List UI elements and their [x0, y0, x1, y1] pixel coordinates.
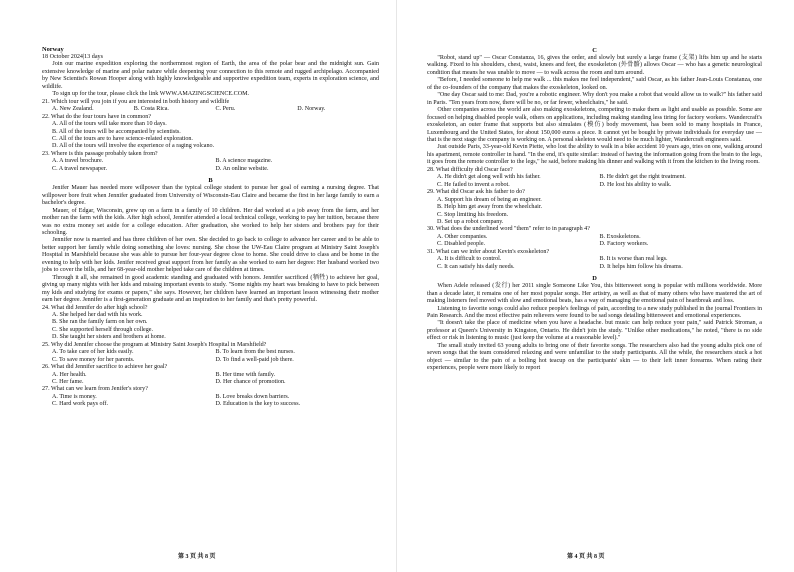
option: B. A science magazine. — [215, 158, 273, 165]
passage-d-paragraph: Listening to favorite songs could also reduce people's feelings of pain, according to a new study published in the journal Frontiers in Pain Research. And the most effective pain relievers were found to be sad songs detailing bittersweet and emotional experiences. — [427, 305, 762, 319]
question-27-options — [42, 394, 379, 409]
option: C. He failed to invent a robot. — [437, 181, 510, 188]
option: D. Norway. — [297, 106, 326, 113]
option: B. She ran the family farm on her own. — [52, 319, 148, 326]
passage-c-paragraph: "One day Oscar said to me: Dad, you're a robotic engineer. Why don't you make a robot that would allow us to walk?" his father said in Paris. "Ten years from now, there will be no, or far fewer, wheelchairs," he said. — [427, 92, 762, 106]
question-24-stem: 24. What did Jennifer do after high school? — [42, 304, 148, 311]
passage-c-paragraph: "Robot, stand up" — Oscar Constanza, 16, gives the order, and slowly but surely a large frame (支架) lifts him up and he starts walking. Fixed to his shoulders, chest, waist, knees and feet, the exoskeleton (外骨骼) allows Oscar — who has a genetic neurological condition that means he was unable to move — to walk across the room and turn around. — [427, 55, 762, 76]
passage-a-title: Norway — [42, 46, 64, 53]
question-31-options — [427, 256, 762, 271]
option: C. It can satisfy his daily needs. — [437, 263, 515, 270]
option: A. Other companies. — [437, 233, 488, 240]
question-27-stem: 27. What can we learn from Jenifer's story? — [42, 386, 148, 393]
option: B. Her time with family. — [215, 371, 276, 378]
question-23-options — [42, 158, 379, 173]
option: A. New Zealand. — [52, 106, 94, 113]
option: B. Costa Rica. — [133, 106, 169, 113]
question-29-stem: 29. What did Oscar ask his father to do? — [427, 189, 525, 196]
page-number-right: 第 4 页 共 8 页 — [567, 554, 605, 560]
option: B. Exoskeletons. — [599, 233, 641, 240]
passage-c-paragraph: "Before, I needed someone to help me walk ... this makes me feel independent," said Oscar, as his father Jean-Louis Constanza, one of the co-founders of the company that makes the exoskeleton, looked on. — [427, 77, 762, 91]
passage-b-paragraph: Jenifer Mauer has needed more willpower than the typical college student to pursue her goal of earning a nursing degree. That willpower bore fruit when Jennifer graduated from University of Wisconsin-Eau Claire and became the first in her large family to earn a bachelor's degree. — [42, 185, 379, 207]
passage-d-paragraph: "It doesn't take the place of medicine when you have a headache. but music can help reduce your pain," said Patrick Stroman, a professor at Queen's University in Kingston, Ontario. He didn't join the study. "Unlike other medications," he noted, "there is no side effect or risk in listening to music (just keep the volume at a reasonable level)." — [427, 320, 762, 342]
passage-a-paragraph: To sign up for the tour, please click the link WWW.AMAZINGSCIENCE.COM. — [52, 91, 250, 98]
question-26-options — [42, 372, 379, 387]
question-30-options — [427, 234, 762, 249]
passage-b-paragraph: Through it all, she remained in good academic standing and graduated with honors. Jennifer sacrificed (牺牲) to achieve her goal, giving up many nights with her kids and missing important events to study. "Some nights my heart was breaking to have to pick between my kids and studying for exams or papers," she says. However, her children have learned an important lesson witnessing their mother earn her degree. Jennifer is a first-generation graduate and an inspiration to her family and that's pretty powerful. — [42, 274, 379, 304]
question-31-stem: 31. What can we infer about Kevin's exoskeleton? — [427, 248, 550, 255]
question-25-stem: 25. Why did Jennifer choose the program at Ministry Saint Joseph's Hospital in Marshfield? — [42, 341, 267, 348]
passage-a-date: 18 October 2024|13 days — [42, 54, 103, 60]
option: A. Support his dream of being an engineer. — [437, 196, 542, 203]
option: D. To find a well-paid job there. — [215, 356, 294, 363]
option: C. She supported herself through college. — [52, 326, 154, 333]
option: C. Disabled people. — [437, 241, 486, 248]
option: A. He didn't get along well with his father. — [437, 174, 541, 181]
option: C. Her fame. — [52, 379, 84, 386]
option: D. She taught her sisters and brothers at home. — [52, 334, 166, 341]
option: A. Time is money. — [52, 393, 97, 400]
right-page — [397, 0, 794, 572]
option: C. Hard work pays off. — [52, 401, 109, 408]
question-25-options — [42, 349, 379, 364]
passage-b-paragraph: Jennifer now is married and has three children of her own. She decided to go back to college to advance her career and to be able to better support her family while doing something she loves: nursing. She chose the UW-Eau Claire program at Ministry Saint Joseph's Hospital in Marshfield because she was able to pursue her four-year degree close to home. She could drive to class and be home in the evening to help with her kids. Jenifer received great support from her family as she worked to earn her degree: Her husband worked two jobs to cover the bills, and her 68-year-old mother helped take care of the children at times. — [42, 237, 379, 274]
option: B. It is worse than real legs. — [599, 256, 668, 263]
question-23-stem: 23. Where is this passage probably taken from? — [42, 150, 158, 157]
question-28-options — [427, 174, 762, 189]
option: D. Factory workers. — [599, 241, 649, 248]
passage-d-paragraph: The small study invited 63 young adults to bring one of their favorite songs. The researchers also had the young adults pick one of seven songs that the team considered relaxing and were unfamiliar to the study participants. All the while, the researchers stuck a hot object — similar to the pain of a boiling hot teacup on the participants' skin — to their left inner forearms. When rating their experiences, people were more likely to report — [427, 342, 762, 372]
question-28-stem: 28. What difficulty did Oscar face? — [427, 166, 513, 173]
option: C. Stop limiting his freedom. — [437, 211, 509, 218]
option: A. A travel brochure. — [52, 158, 104, 165]
option: A. She helped her dad with his work. — [52, 311, 143, 318]
option: D. Education is the key to success. — [215, 401, 301, 408]
option: B. To learn from the best nurses. — [215, 349, 295, 356]
option: A. Her health. — [52, 371, 87, 378]
option: C. To save money for her parents. — [52, 356, 135, 363]
option: A. It is difficult to control. — [437, 256, 502, 263]
option: D. All of the tours will involve the experience of a raging volcano. — [52, 143, 215, 150]
question-22-stem: 22. What do the four tours have in common? — [42, 113, 152, 120]
question-21-options — [42, 106, 379, 113]
section-d-heading: D — [592, 275, 597, 283]
option: D. It helps him follow his dreams. — [599, 263, 683, 270]
option: D. He lost his ability to walk. — [599, 181, 672, 188]
option: A. All of the tours will take more than 10 days. — [52, 121, 167, 128]
passage-a-paragraph: Join our marine expedition exploring the northernmost region of Earth, the area of the polar bear and the midnight sun. Gain extensive knowledge of marine and polar nature while deepening your connection to this remote and rugged archipelago. Accompanied by New Scientist's Rowan Hooper along with highly knowledgeable and supportive expedition team, experts in exploration science, and wildlife. — [42, 61, 379, 90]
option: B. He didn't get the right treatment. — [599, 174, 686, 181]
option: B. Love breaks down barriers. — [215, 393, 290, 400]
option: D. An online website. — [215, 165, 269, 172]
option: D. Set up a robot company. — [437, 218, 504, 225]
page-number-left: 第 3 页 共 8 页 — [178, 554, 216, 560]
question-30-stem: 30. What does the underlined word "them" refer to in paragraph 4? — [427, 226, 590, 233]
option: B. Help him get away from the wheelchair. — [437, 204, 543, 211]
option: B. All of the tours will be accompanied by scientists. — [52, 128, 181, 135]
option: C. All of the tours are to have science-related exploration. — [52, 135, 193, 142]
option: D. Her chance of promotion. — [215, 379, 286, 386]
question-26-stem: 26. What did Jennifer sacrifice to achieve her goal? — [42, 364, 168, 371]
passage-c-paragraph: Just outside Paris, 33-year-old Kevin Piette, who lost the ability to walk in a bike accident 10 years ago, tries on one, walking around his apartment, remote controller in hand. "In the end, it's quite similar: instead of having the information going from the brain to the legs, it goes from the remote controller to the legs," he said, before making his dinner and walking with it from the kitchen to the living room. — [427, 144, 762, 166]
passage-c-paragraph: Other companies across the world are also making exoskeletons, competing to make them as light and usable as possible. Some are focused on helping disabled people walk, others on applications, including making standing less tiring for factory workers. Wandercraft's exoskeleton, an outer frame that supports but also simulates (模仿) body movement, has been sold to many hospitals in France, Luxembourg and the United States, for about 150,000 euros a piece. It cannot yet be bought by private individuals for everyday use — that is the next stage the company is working on. A personal skeleton would need to be much lighter, Wandercraft engineers said. — [427, 107, 762, 143]
section-b-heading: B — [208, 177, 213, 185]
passage-d-paragraph: When Adele released (发行) her 2011 single Someone Like You, this bittersweet song is popular with millions worldwide. More than a decade later, it remains one of her most popular songs. Her artistry, as well as that of many others who have mastered the art of making listeners feel moved with slow and emotional beats, has a way of managing the emotional pain of heartbreak and loss. — [427, 283, 762, 305]
section-c-heading: C — [592, 47, 597, 54]
option: C. A travel newspaper. — [52, 165, 108, 172]
question-21-stem: 21. Which tour will you join if you are interested in both history and wildlife — [42, 98, 230, 105]
option: A. To take care of her kids easily. — [52, 349, 134, 356]
passage-b-paragraph: Mauer, of Edgar, Wisconsin, grew up on a farm in a family of 10 children. Her dad worked at a job away from the farm, and her mother ran the farm with the kids. After high school, Jennifer attended a local technical college, working to pay her tuition, because there was no extra money set aside for a college education. After graduation, she worked to help her sisters and brothers pay for their schooling. — [42, 207, 379, 236]
option: C. Peru. — [215, 106, 236, 113]
